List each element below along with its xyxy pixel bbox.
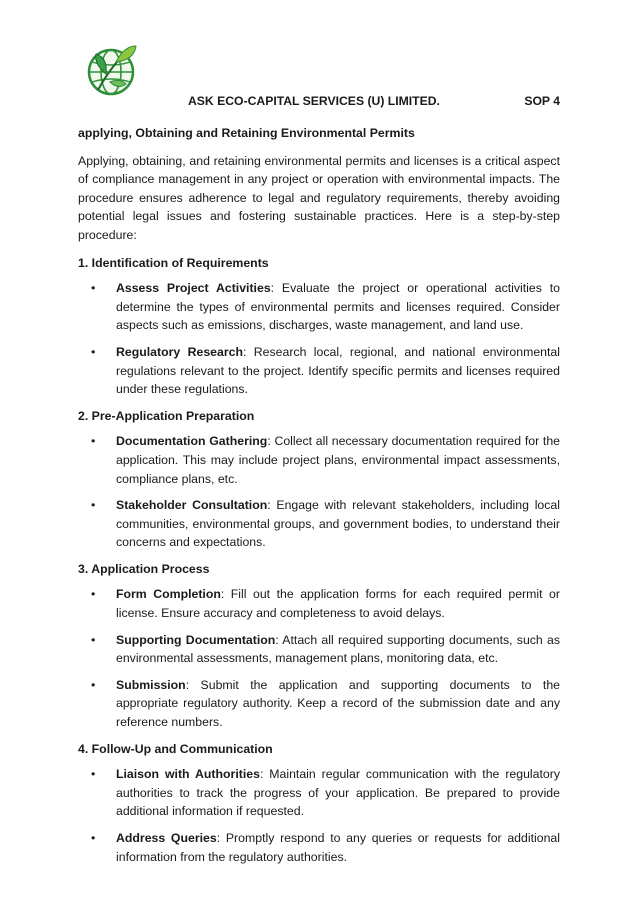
bullet-icon: • [91,767,96,782]
section-title: 3. Application Process [78,561,210,576]
list-item [78,585,560,622]
item-term: Regulatory Research [116,344,243,359]
item-text: : Submit the application and supporting documents to the appropriate regulatory authority. Keep a record of the submission date and any reference numbers. [116,677,560,730]
bullet-icon: • [91,434,96,449]
item-term: Form Completion [116,587,221,602]
list-item [78,829,560,866]
bullet-list [78,585,560,731]
item-text: : Promptly respond to any queries or requests for additional information from the regulatory authorities. [116,831,560,864]
sop-number: SOP 4 [524,94,560,108]
bullet-icon: • [91,677,96,692]
intro-paragraph: Applying, obtaining, and retaining environmental permits and licenses is a critical aspect of compliance management in any project or operation with environmental impacts. The procedure ensures adherence to legal and regulatory requirements, thereby avoiding potential legal issues and fostering sustainable practices. Here is a step-by-step procedure: [78,153,560,242]
bullet-list [78,279,560,399]
section-title: 2. Pre-Application Preparation [78,408,255,423]
list-item [78,765,560,821]
bullet-icon: • [91,498,96,513]
section-title: 4. Follow-Up and Communication [78,741,273,756]
document-title: applying, Obtaining and Retaining Environmental Permits [78,126,415,140]
item-text: : Engage with relevant stakeholders, including local communities, environmental groups, and government bodies, to understand their concerns and expectations. [116,498,560,550]
item-term: Documentation Gathering [116,434,268,449]
bullet-icon: • [91,831,96,845]
item-text: : Evaluate the project or operational activities to determine the types of environmental permits and licenses required. Consider aspects such as emissions, discharges, waste management, and land use. [116,281,560,333]
list-item [78,676,560,732]
item-text: : Attach all required supporting documents, such as environmental assessments, management plans, monitoring data, etc. [116,632,560,666]
globe-leaf-icon [80,38,142,104]
list-item [78,631,560,668]
bullet-icon: • [91,344,96,359]
item-term: Liaison with Authorities [116,767,260,782]
item-text: : Maintain regular communication with the regulatory authorities to track the progress of your application. Be prepared to provide additional information if requested. [116,767,560,819]
item-term: Submission [116,677,186,692]
bullet-icon: • [91,587,96,602]
list-item [78,279,560,335]
item-term: Address Queries [116,831,217,845]
item-term: Assess Project Activities [116,281,271,296]
list-item [78,343,560,399]
list-item [78,432,560,488]
document-body [78,124,560,874]
company-name: ASK ECO-CAPITAL SERVICES (U) LIMITED. [188,94,440,108]
bullet-list [78,765,560,866]
item-text: : Collect all necessary documentation required for the application. This may include project plans, environmental impact assessments, compliance plans, etc. [116,434,560,486]
bullet-icon: • [91,281,96,296]
item-text: : Research local, regional, and national environmental regulations relevant to the project. Identify specific permits and licenses required under these regulations. [116,344,560,397]
list-item [78,496,560,552]
section-title: 1. Identification of Requirements [78,255,269,270]
item-text: : Fill out the application forms for each required permit or license. Ensure accuracy and completeness to avoid delays. [116,587,560,621]
bullet-icon: • [91,632,96,647]
bullet-list [78,432,560,552]
item-term: Supporting Documentation [116,632,276,647]
item-term: Stakeholder Consultation [116,498,268,513]
